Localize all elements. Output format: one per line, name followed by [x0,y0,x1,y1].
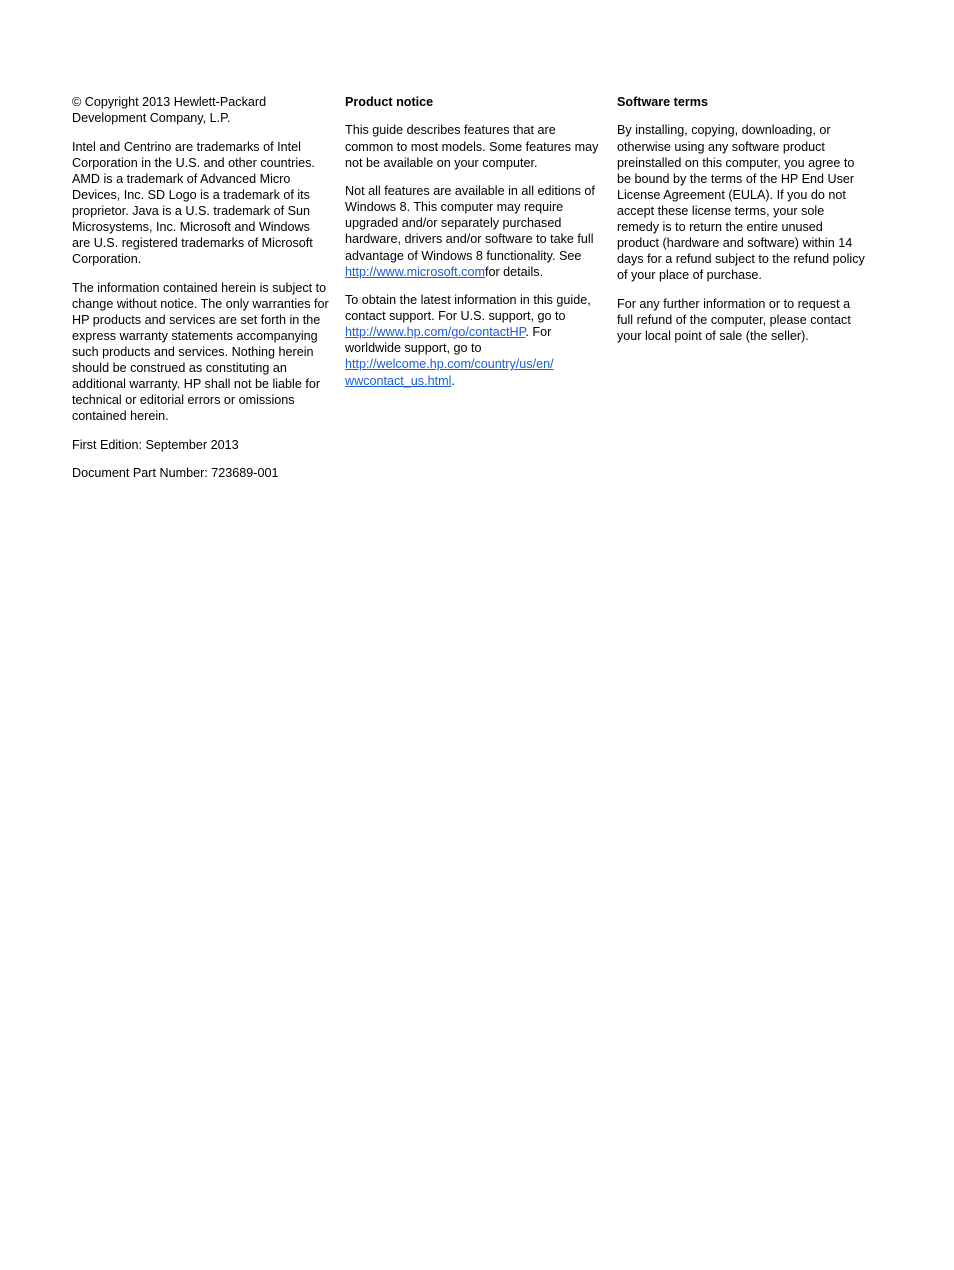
software-terms-para-2: For any further information or to request a full refund of the computer, please contact your local point of sale (the seller). [617,296,851,343]
product-notice-heading: Product notice [345,95,434,109]
copyright-notice: © Copyright 2013 Hewlett-Packard Development Company, L.P. [72,95,267,126]
microsoft-link[interactable]: http://www.microsoft.com [345,264,485,279]
software-terms-para-1: By installing, copying, downloading, or otherwise using any software product preinstalled on this computer, you agree to be bound by the terms of the HP End User License Agreement (EULA). If you do not accept these license terms, your sole remedy is to return the entire unused product (hardware and software) within 14 days for a refund subject to the refund policy of your place of purchase. [617,123,865,283]
product-notice-column [345,94,603,401]
para-3-end: . [451,373,455,388]
contact-hp-link[interactable]: http://www.hp.com/go/contactHP [345,325,526,340]
software-terms-heading: Software terms [617,95,708,109]
software-terms-column [617,94,867,356]
product-notice-para-1: This guide describes features that are common to most models. Some features may not be available on your computer. [345,123,599,170]
para-3-mid: . For worldwide support, go to [345,325,552,356]
edition-line: First Edition: September 2013 [72,437,239,452]
para-2-after: for details. [484,264,544,279]
warranty-paragraph: The information contained herein is subject to change without notice. The only warranties for HP products and services are set forth in the express warranty statements accompanying such products and services. Nothing herein should be construed as constituting an additional warranty. HP shall not be liable for technical or editorial errors or omissions contained herein. [72,280,329,424]
worldwide-support-link-part-2[interactable]: wwcontact_us.html [345,373,452,388]
para-2-text: Not all features are available in all editions of Windows 8. This computer may require upgraded and/or separately purchased hardware, drivers and/or software to take full advantage of Windows 8 functionality. See [345,184,595,263]
product-notice-para-3 [345,292,603,389]
trademarks-paragraph: Intel and Centrino are trademarks of Intel Corporation in the U.S. and other countries. AMD is a trademark of Advanced Micro Devices, Inc. SD Logo is a trademark of its proprietor. Java is a U.S. trademark of Sun Microsystems, Inc. Microsoft and Windows are U.S. registered trademarks of Microsoft Corporation. [72,139,315,267]
worldwide-support-link-part-1[interactable]: http://welcome.hp.com/country/us/en/ [345,357,554,372]
legal-column [72,94,330,494]
product-notice-para-2 [345,183,603,280]
part-number-line: Document Part Number: 723689-001 [72,466,279,481]
para-3-text: To obtain the latest information in this guide, contact support. For U.S. support, go to [345,293,591,324]
